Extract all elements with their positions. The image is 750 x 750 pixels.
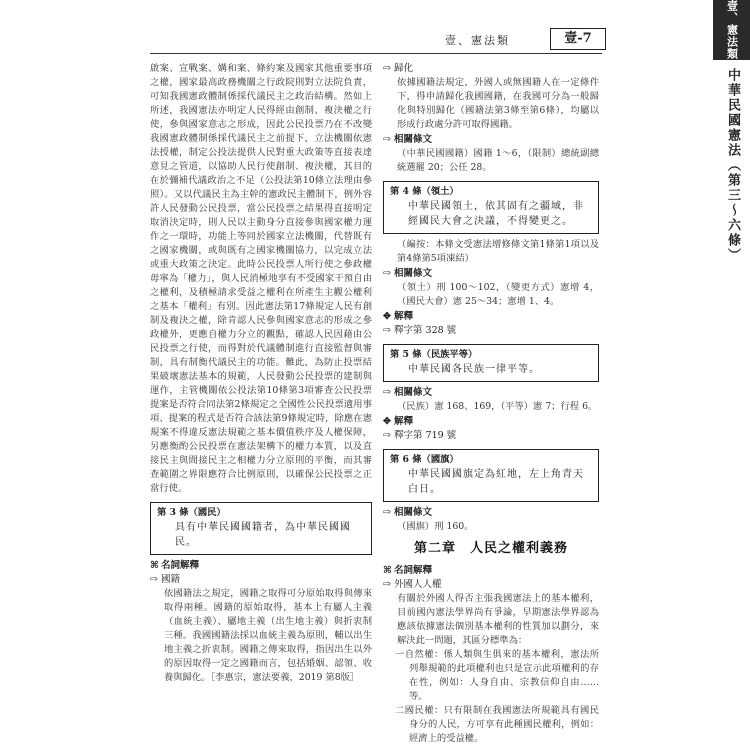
foreigner-paragraph: 有關於外國人得否主張我國憲法上的基本權利，目前國內憲法學界尚有爭論，早期憲法學界認為應該依據憲法個別基本權利的性質加以劃分，來解決此一問題，其區分標準為： <box>397 593 599 646</box>
article-6-box <box>383 449 599 502</box>
related-articles-1: （中華民國國籍）國籍 1～6，（限制）總統副總統選罷 20；公任 28。 <box>397 148 599 173</box>
list-item-national-rights: 二國民權：只有限制在我國憲法所規範具有國民身分的人民，方可享有此種國民權利，例如：經濟上的受益權。 <box>395 705 599 744</box>
cross-marker-icon: ⌘ <box>150 560 159 571</box>
article-4-heading: 第 4 條（領土） <box>390 186 459 197</box>
page-header <box>150 28 606 52</box>
editor-note: （編按：本條文受憲法增修條文第1條第1項以及第4條第5項凍結） <box>397 239 599 264</box>
arrow-right-icon: ⇨ <box>383 134 391 145</box>
left-column <box>150 62 372 685</box>
interpretation-heading <box>383 310 599 324</box>
foreigner-subheading <box>383 578 599 592</box>
arrow-right-icon: ⇨ <box>383 325 391 336</box>
article-3-heading: 第 3 條（國民） <box>157 507 226 518</box>
naturalize-subheading <box>383 62 599 76</box>
running-chapter-title: 壹、憲法類 <box>445 34 510 47</box>
term-explanation-label: 名詞解釋 <box>161 560 200 571</box>
nationality-subheading <box>150 573 372 587</box>
foreigner-label: 外國人人權 <box>394 579 442 590</box>
related-articles-heading-4 <box>383 506 599 520</box>
interpretation-label: 解釋 <box>394 311 414 322</box>
nationality-label: 國籍 <box>161 574 181 585</box>
article-4-body: 中華民國領土，依其固有之疆域，非經國民大會之決議，不得變更之。 <box>408 201 584 227</box>
article-6-heading: 第 6 條（國旗） <box>390 454 459 465</box>
naturalize-paragraph: 依據國籍法規定，外國人或無國籍人在一定條件下，得申請歸化我國國籍，在我國可分為一般歸化與特別歸化（國籍法第3條至第6條），均屬以形成行政處分許可取得國籍。 <box>397 77 599 130</box>
related-articles-heading-3 <box>383 386 599 400</box>
interpretation-2-label: 釋字第 719 號 <box>394 430 457 441</box>
arrow-right-icon: ⇨ <box>150 574 158 585</box>
related-label: 相關條文 <box>394 134 433 145</box>
related-articles-2: （領土）刑 100～102，（變更方式）憲增 4，（國民大會）憲 25～34；憲增 1、4。 <box>397 282 599 307</box>
related-label: 相關條文 <box>394 268 433 279</box>
related-articles-heading <box>383 133 599 147</box>
article-4-box <box>383 181 599 234</box>
term-explanation-label: 名詞解釋 <box>394 565 433 576</box>
article-5-body: 中華民國各民族一律平等。 <box>408 364 540 375</box>
chapter-2-heading: 第二章 人民之權利義務 <box>413 541 568 556</box>
related-label: 相關條文 <box>394 387 433 398</box>
right-column <box>383 62 599 746</box>
interpretation-label: 解釋 <box>394 416 414 427</box>
arrow-right-icon: ⇨ <box>383 268 391 279</box>
arrow-right-icon: ⇨ <box>383 387 391 398</box>
interpretation-2 <box>383 429 599 443</box>
article-3-box <box>150 502 372 555</box>
arrow-right-icon: ⇨ <box>383 507 391 518</box>
related-label: 相關條文 <box>394 507 433 518</box>
arrow-right-icon: ⇨ <box>383 430 391 441</box>
term-explanation-heading-2 <box>383 564 599 578</box>
side-thumb-tab: 壹、憲法類 <box>713 0 750 60</box>
article-5-box <box>383 344 599 382</box>
star-bullet-icon: ✥ <box>383 311 391 322</box>
nationality-paragraph: 依國籍法之規定，國籍之取得可分原始取得與傳來取得兩種。國籍的原始取得，基本上有屬人主義（血統主義）、屬地主義（出生地主義）與折衷制三種。我國國籍法採以血統主義為原則，輔以出生地主義之折衷制。國籍之傳來取得，指因出生以外的原因取得一定之國籍而言，包括婚姻、認領、收養與歸化。［李惠宗，憲法要義，2019 第8版］ <box>164 588 372 683</box>
article-6-body: 中華民國國旗定為紅地，左上角青天白日。 <box>408 469 584 495</box>
cross-marker-icon: ⌘ <box>383 565 392 576</box>
intro-paragraph: 啟案、宣戰案、媾和案、條約案及國家其他重要事項之權，國家最高政務機關之行政院則對立法院負責，可知我國憲政體制係採代議民主之政治結構。然如上所述，我國憲法亦明定人民得經由創制、複決權之行使，參與國家意志之形成，因此公民投票乃在不改變我國憲政體制係採代議民主之前提下，立法機關依憲法授權，制定公投法提供人民對重大政策等直接表達意見之管道，以協助人民行使創制、複決權，其目的在於彌補代議政治之不足（公投法第10條立法理由參照）。又以代議民主為主幹的憲政民主體制下，例外容許人民發動公民投票，當公民投票之結果得直接明定取消決定時，則人民以主動身分直接參與國家權力運作之一環時，功能上等同於國家立法機關，代替既有之國家機關，或與既有之國家機關協力，以完成立法或重大政策之決定。此時公民投票人所行使之參政權毋寧為「權力」，與人民消極地享有不受國家干預自由之權利，及積極請求受益之權利在所產生主觀公權利之基本「權利」有別。因此憲法第17條規定人民有創制及複決之權，除肯認人民參與國家意志的形成之參政權外，更應自權力分立的觀點，確認人民因藉由公民投票之行使，而得對於代議體制進行直接監督與審制，具有制衡代議民主的功能。難此，為防止投票結果破壞憲法基本的規範，人民發動公民投票的建制與運作，主管機關依公投法第10條第3項審查公民投票提案是否符合同法第2條規定之全國性公民投票適用事項、提案的程式是否符合該法第9條規定時，除應在憲規案不得違反憲法規範之基本價值秩序及人權保障，另應衡酌公民投票在憲法架構下的權力本質，以及直接民主與間接民主之相權力分立原則的平衡，而其審查範圍之界限應符合比例原則，以確保公民投票之正當行使。 <box>150 63 372 494</box>
star-bullet-icon: ✥ <box>383 416 391 427</box>
article-3-body: 具有中華民國國籍者，為中華民國國民。 <box>175 522 351 548</box>
interpretation-1-label: 釋字第 328 號 <box>394 325 457 336</box>
related-articles-3: （民族）憲 168、169，（平等）憲 7；行程 6。 <box>397 401 598 412</box>
arrow-right-icon: ⇨ <box>383 63 391 74</box>
interpretation-1 <box>383 324 599 338</box>
page-number: 壹-7 <box>550 28 606 50</box>
article-5-heading: 第 5 條（民族平等） <box>390 349 478 360</box>
related-articles-heading-2 <box>383 267 599 281</box>
related-articles-4: （國旗）刑 160。 <box>397 521 474 532</box>
interpretation-heading-2 <box>383 415 599 429</box>
naturalize-label: 歸化 <box>394 63 414 74</box>
arrow-right-icon: ⇨ <box>383 579 391 590</box>
term-explanation-heading <box>150 559 372 573</box>
list-item-natural-rights: 一自然權：係人類與生俱來的基本權利，憲法所列舉規範的此項權利也只是宣示此項權利的存在性，例如：人身自由、宗教信仰自由……等。 <box>395 649 599 702</box>
side-section-label: 中華民國憲法（第三～六條） <box>725 68 740 263</box>
header-divider <box>150 53 602 54</box>
